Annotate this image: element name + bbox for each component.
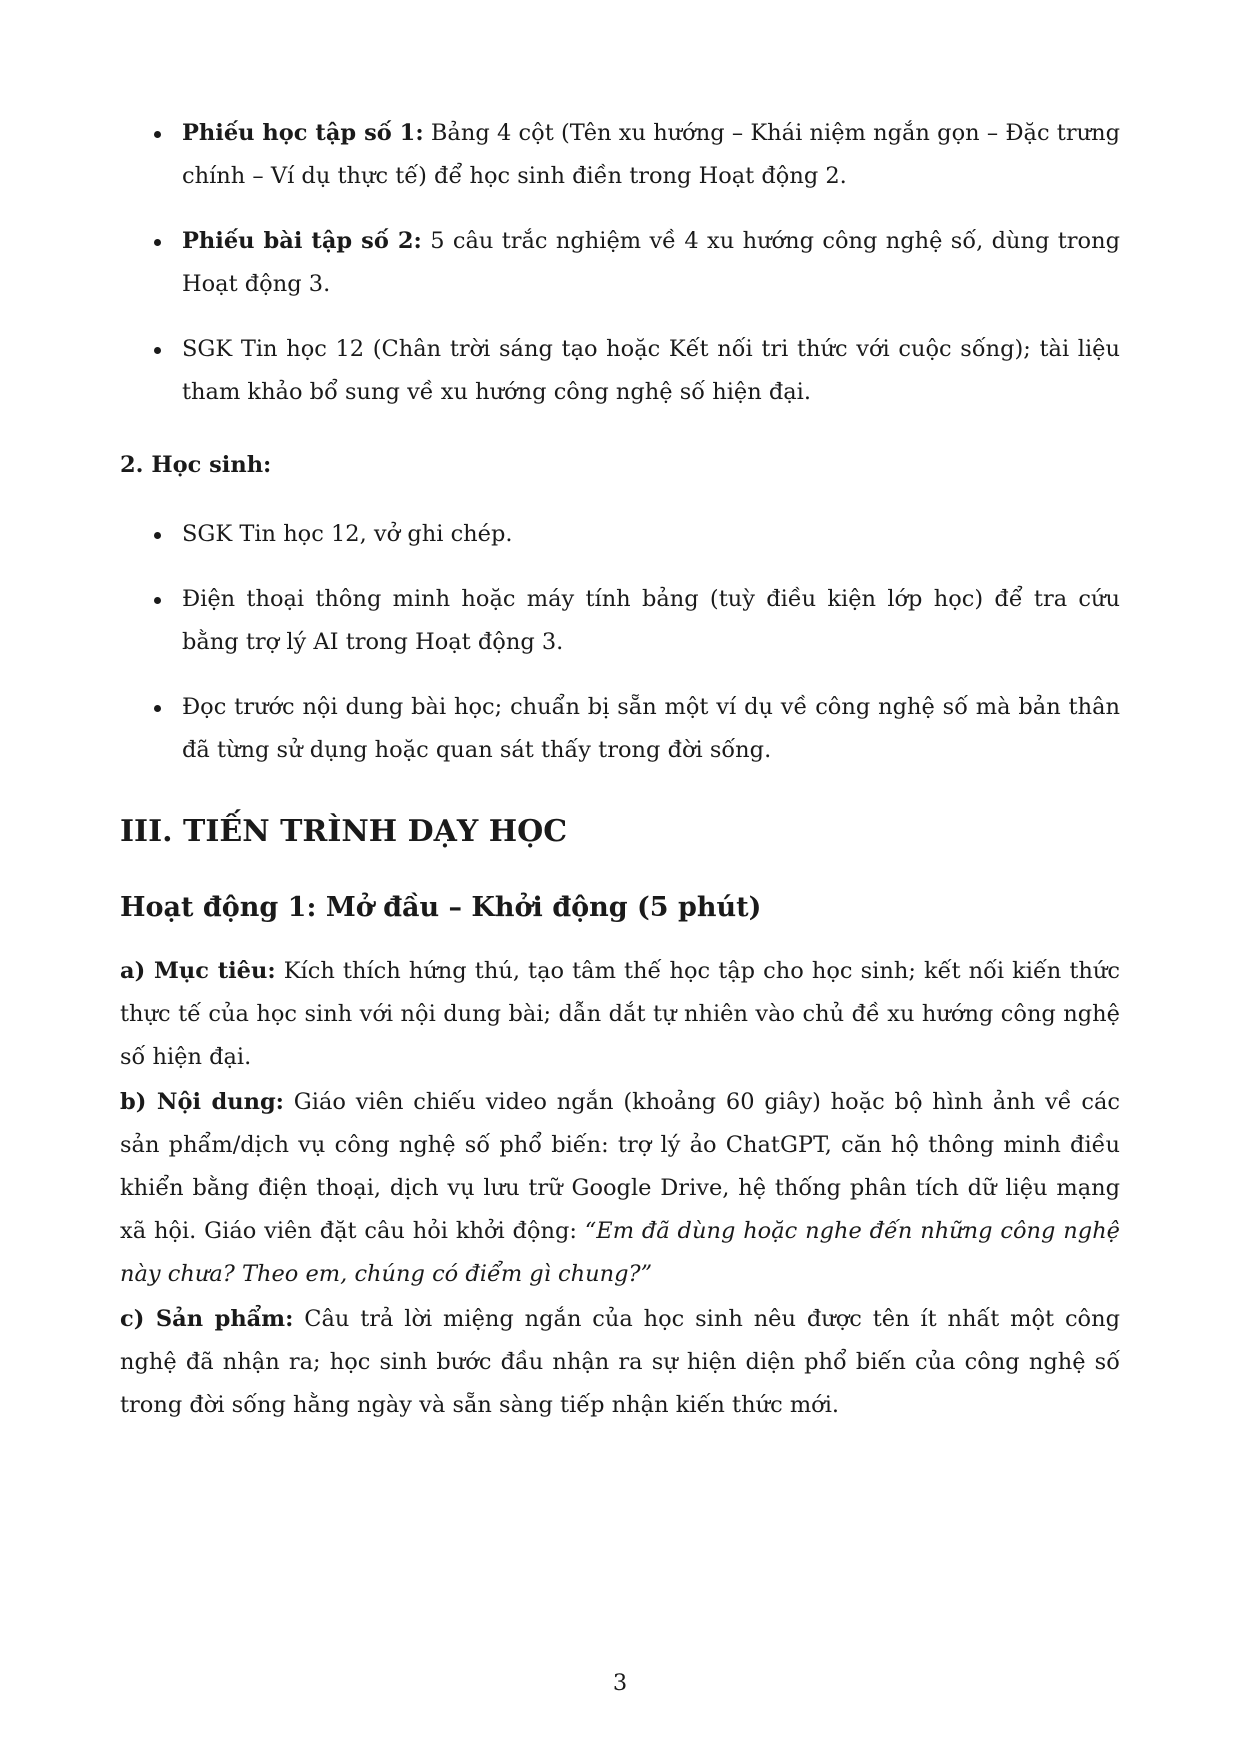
goal-paragraph [120, 950, 1120, 1079]
content-quote: “Em đã dùng hoặc nghe đến những công nghệ này chưa? Theo em, chúng có điểm gì chung?” [120, 1218, 1120, 1287]
students-heading: 2. Học sinh: [120, 452, 272, 478]
section-title: III. TIẾN TRÌNH DẠY HỌC [120, 814, 568, 849]
product-label: c) Sản phẩm: [120, 1306, 294, 1332]
content-text: Giáo viên chiếu video ngắn (khoảng 60 giây) hoặc bộ hình ảnh về các sản phẩm/dịch vụ công nghệ số phổ biến: trợ lý ảo ChatGPT, căn hộ thông minh điều khiển bằng điện thoại, dịch vụ lưu trữ Google Drive, hệ thống phân tích dữ liệu mạng xã hội. Giáo viên đặt câu hỏi khởi động: [120, 1089, 1120, 1244]
list-item-text: Điện thoại thông minh hoặc máy tính bảng (tuỳ điều kiện lớp học) để tra cứu bằng trợ lý AI trong Hoạt động 3. [182, 586, 1120, 655]
goal-text: Kích thích hứng thú, tạo tâm thế học tập cho học sinh; kết nối kiến thức thực tế của học sinh với nội dung bài; dẫn dắt tự nhiên vào chủ đề xu hướng công nghệ số hiện đại. [120, 958, 1120, 1070]
activity-title: Hoạt động 1: Mở đầu – Khởi động (5 phút) [120, 892, 762, 923]
list-item-text: SGK Tin học 12 (Chân trời sáng tạo hoặc Kết nối tri thức với cuộc sống); tài liệu tham khảo bổ sung về xu hướng công nghệ số hiện đại. [182, 336, 1120, 405]
list-item-label: Phiếu học tập số 1: [182, 120, 424, 146]
list-item-text: Đọc trước nội dung bài học; chuẩn bị sẵn một ví dụ về công nghệ số mà bản thân đã từng sử dụng hoặc quan sát thấy trong đời sống. [182, 694, 1120, 763]
list-item-text: 5 câu trắc nghiệm về 4 xu hướng công nghệ số, dùng trong Hoạt động 3. [182, 228, 1120, 297]
list-item [120, 513, 1120, 556]
goal-label: a) Mục tiêu: [120, 958, 276, 984]
list-item [120, 578, 1120, 664]
list-item-label: Phiếu bài tập số 2: [182, 228, 422, 254]
page-number: 3 [612, 1670, 628, 1696]
student-materials-list [120, 513, 1120, 772]
list-item-text: Bảng 4 cột (Tên xu hướng – Khái niệm ngắn gọn – Đặc trưng chính – Ví dụ thực tế) để học sinh điền trong Hoạt động 2. [182, 120, 1120, 189]
list-item [120, 686, 1120, 772]
list-item [120, 220, 1120, 306]
list-item-text: SGK Tin học 12, vở ghi chép. [182, 521, 513, 547]
content-paragraph [120, 1081, 1120, 1296]
teacher-materials-list [120, 112, 1120, 414]
list-item [120, 328, 1120, 414]
product-paragraph [120, 1298, 1120, 1427]
page-content [120, 112, 1120, 1427]
list-item [120, 112, 1120, 198]
content-label: b) Nội dung: [120, 1089, 284, 1115]
product-text: Câu trả lời miệng ngắn của học sinh nêu được tên ít nhất một công nghệ đã nhận ra; học sinh bước đầu nhận ra sự hiện diện phổ biến của công nghệ số trong đời sống hằng ngày và sẵn sàng tiếp nhận kiến thức mới. [120, 1306, 1120, 1418]
